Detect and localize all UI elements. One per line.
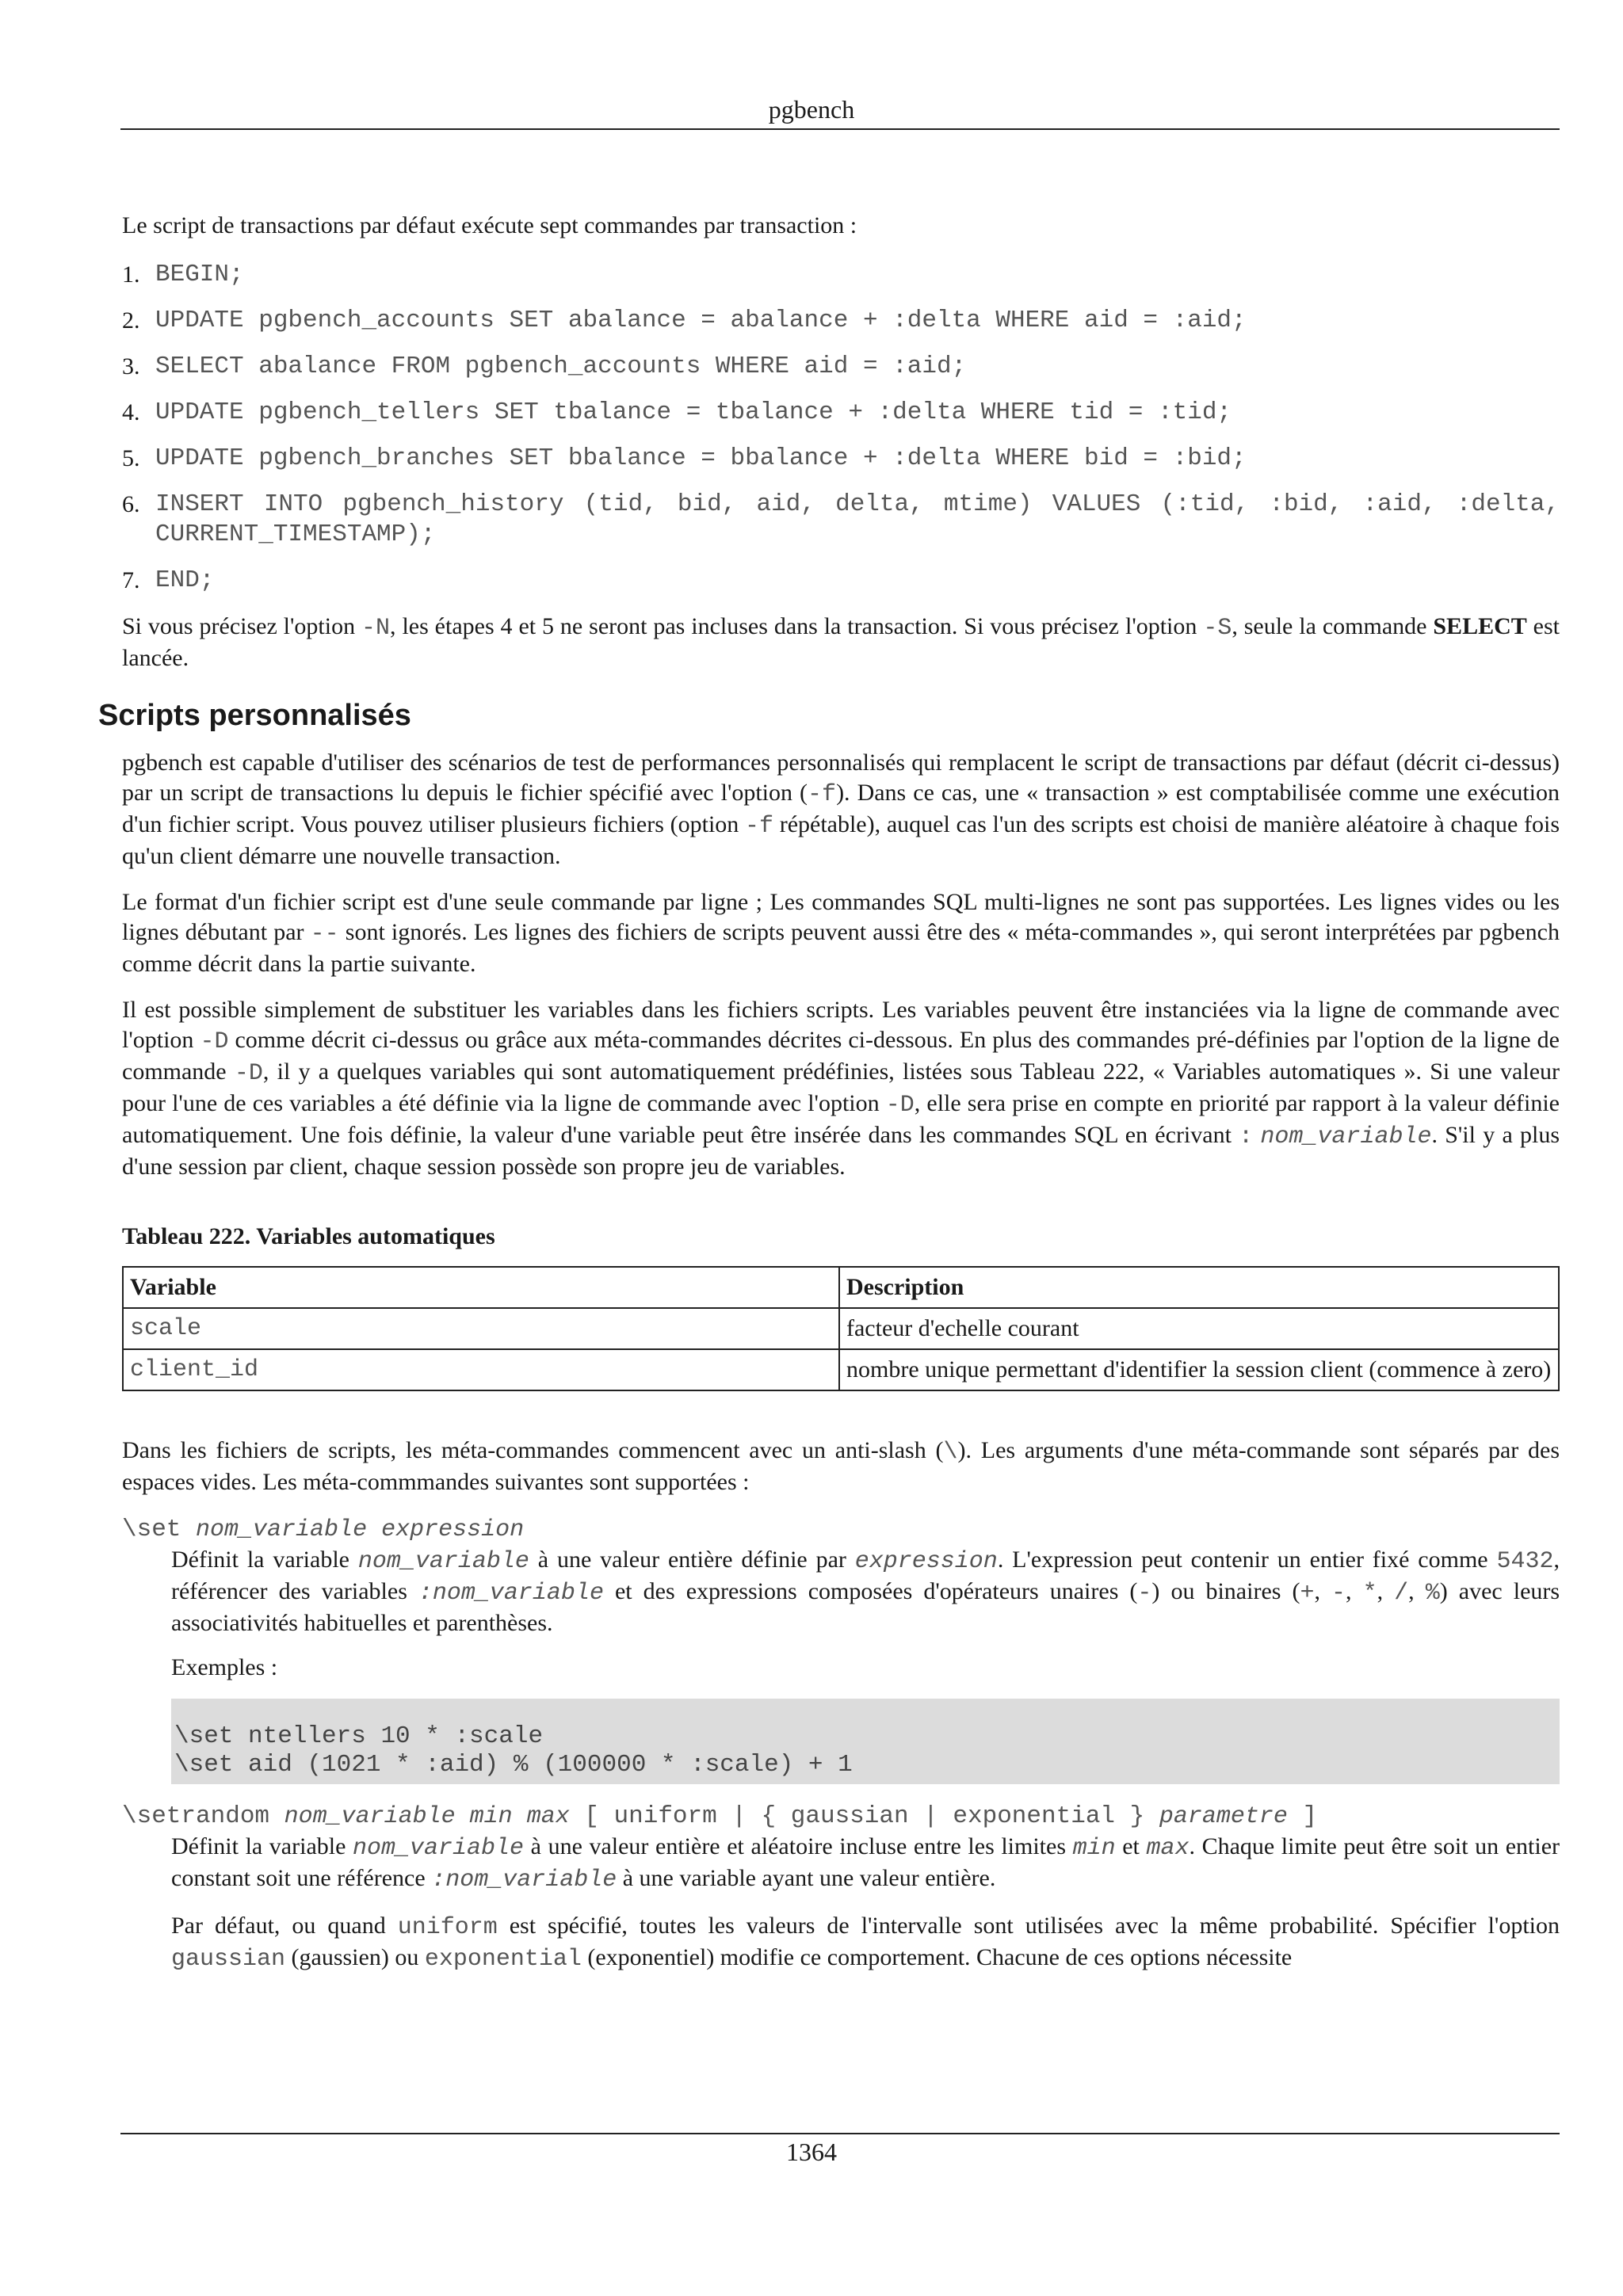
select-keyword: SELECT <box>1433 613 1527 639</box>
setrandom-command-definition <box>171 1832 1560 1974</box>
table-header-row <box>123 1267 1559 1308</box>
custom-scripts-paragraph-1: pgbench est capable d'utiliser des scénarios de test de performances personnalisés qui remplacent le script de transactions par défaut (décrit ci-dessus) par un script de transactions lu depuis le fichier spécifié avec l'option (-f). Dans ce cas, une « transaction » est comptabilisée comme une exécution d'un fichier script. Vous pouvez utiliser plusieurs fichiers (option -f répétable), auquel cas l'un des scripts est choisi de manière aléatoire à chaque fois qu'un client démarre une nouvelle transaction. <box>122 749 1560 869</box>
setrandom-description-2: Par défaut, ou quand uniform est spécifié, toutes les valeurs de l'intervalle sont utilisées avec la même probabilité. Spécifier l'option gaussian (gaussien) ou exponential (exponentiel) modifie ce comportement. Chacune de ces options nécessite <box>171 1913 1560 1973</box>
step-number: 5. <box>122 445 140 471</box>
list-item <box>122 490 1560 550</box>
step-number: 2. <box>122 307 140 334</box>
step-number: 4. <box>122 399 140 425</box>
page-content <box>98 211 1560 1974</box>
table-row <box>123 1349 1559 1390</box>
set-command-definition <box>171 1545 1560 1683</box>
step-code: SELECT abalance FROM pgbench_accounts WHERE aid = :aid; <box>155 353 967 380</box>
page-number: 1364 <box>786 2138 837 2166</box>
step-number: 1. <box>122 261 140 288</box>
list-item <box>122 444 1560 474</box>
header-rule <box>120 128 1560 130</box>
step-code: UPDATE pgbench_accounts SET abalance = abalance + :delta WHERE aid = :aid; <box>155 307 1247 334</box>
variable-cell: client_id <box>123 1349 839 1390</box>
option-s: -S <box>1203 615 1232 642</box>
options-paragraph: Si vous précisez l'option -N, les étapes 4 et 5 ne seront pas incluses dans la transaction. Si vous précisez l'option -S, seule la commande SELECT est lancée. <box>122 613 1560 671</box>
meta-commands-intro: Dans les fichiers de scripts, les méta-commandes commencent avec un anti-slash (\). Les arguments d'une méta-commande sont séparés par des espaces vides. Les méta-commmandes suivantes sont supportées : <box>122 1437 1560 1495</box>
code-line: \set ntellers 10 * :scale <box>174 1722 544 1750</box>
table-row <box>123 1308 1559 1349</box>
set-command-description: Définit la variable nom_variable à une valeur entière définie par expression. L'expression peut contenir un entier fixé comme 5432, référencer des variables :nom_variable et des expressions composées d'opérateurs unaires (-) ou binaires (+, -, *, /, %) avec leurs associativités habituelles et parenthèses. <box>171 1547 1560 1636</box>
setrandom-description-1: Définit la variable nom_variable à une valeur entière et aléatoire incluse entre les limites min et max. Chaque limite peut être soit un entier constant soit une référence :nom_variable à une variable ayant une valeur entière. <box>171 1833 1560 1894</box>
custom-scripts-paragraph-3: Il est possible simplement de substituer les variables dans les fichiers scripts. Les variables peuvent être instanciées via la ligne de commande avec l'option -D comme décrit ci-dessus ou grâce aux méta-commandes décrites ci-dessous. En plus des commandes pré-définies par l'option de la ligne de commande -D, il y a quelques variables qui sont automatiquement prédéfinies, listées sous Tableau 222, « Variables automatiques ». Si une valeur pour l'une de ces variables a été définie via la ligne de commande avec l'option -D, elle sera prise en compte en priorité par rapport à la valeur définie automatiquement. Une fois définie, la valeur d'une variable peut être insérée dans les commandes SQL en écrivant : nom_variable. S'il y a plus d'une session par client, chaque session possède son propre jeu de variables. <box>122 997 1560 1180</box>
set-command-term: \set nom_variable expression <box>122 1516 525 1543</box>
code-line: \set aid (1021 * :aid) % (100000 * :scale) + 1 <box>174 1751 853 1779</box>
example-code-block <box>171 1699 1560 1784</box>
examples-label: Exemples : <box>171 1654 278 1680</box>
variable-cell: scale <box>123 1308 839 1349</box>
column-header-description: Description <box>839 1267 1559 1308</box>
step-number: 6. <box>122 491 140 517</box>
table-caption: Tableau 222. Variables automatiques <box>122 1223 495 1249</box>
intro-text: Le script de transactions par défaut exécute sept commandes par transaction : <box>122 212 857 238</box>
step-code: INSERT INTO pgbench_history (tid, bid, aid, delta, mtime) VALUES (:tid, :bid, :aid, :delta, CURRENT_TIMESTAMP); <box>155 490 1560 548</box>
list-item <box>122 398 1560 428</box>
running-header: pgbench <box>768 95 855 124</box>
list-item <box>122 306 1560 336</box>
step-number: 3. <box>122 353 140 379</box>
transaction-steps-list <box>122 260 1560 596</box>
step-number: 7. <box>122 567 140 593</box>
step-code: END; <box>155 566 215 594</box>
custom-scripts-paragraph-2: Le format d'un fichier script est d'une seule commande par ligne ; Les commandes SQL multi-lignes ne sont pas supportées. Les lignes vides ou les lignes débutant par -- sont ignorés. Les lignes des fichiers de scripts peuvent aussi être des « méta-commandes », qui seront interprétées par pgbench comme décrit dans la partie suivante. <box>122 889 1560 977</box>
list-item <box>122 566 1560 596</box>
option-n: -N <box>361 615 391 642</box>
column-header-variable: Variable <box>123 1267 839 1308</box>
list-item <box>122 260 1560 290</box>
variables-table <box>122 1266 1560 1391</box>
description-cell: facteur d'echelle courant <box>839 1308 1559 1349</box>
description-cell: nombre unique permettant d'identifier la session client (commence à zero) <box>839 1349 1559 1390</box>
section-heading: Scripts personnalisés <box>98 699 411 732</box>
step-code: UPDATE pgbench_tellers SET tbalance = tbalance + :delta WHERE tid = :tid; <box>155 399 1232 426</box>
list-item <box>122 352 1560 382</box>
step-code: BEGIN; <box>155 261 244 288</box>
footer-rule <box>120 2133 1560 2134</box>
step-code: UPDATE pgbench_branches SET bbalance = bbalance + :delta WHERE bid = :bid; <box>155 444 1247 472</box>
setrandom-command-term: \setrandom nom_variable min max [ uniform | { gaussian | exponential } parametre ] <box>122 1802 1318 1830</box>
